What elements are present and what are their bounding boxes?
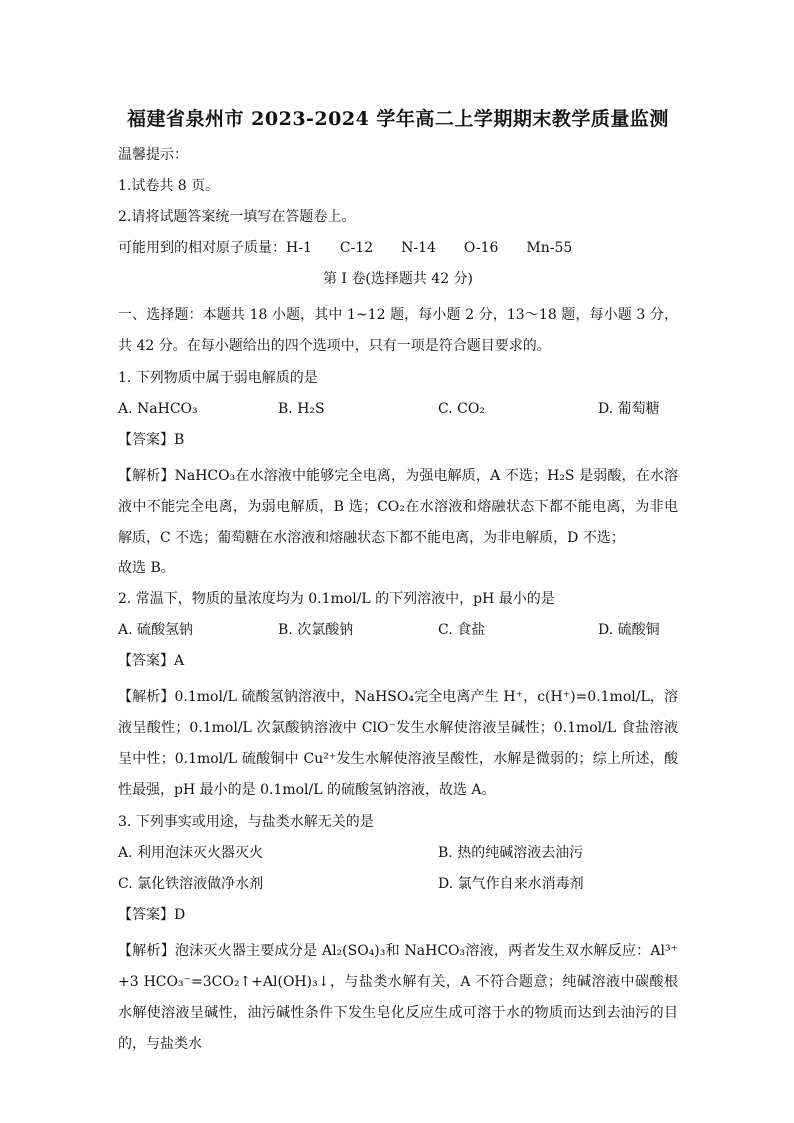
question-1-conclusion: 故选 B。 <box>118 560 175 576</box>
section-instructions: 一、选择题：本题共 18 小题，其中 1~12 题，每小题 2 分，13～18 题，每小题 3 分，共 42 分。在每小题给出的四个选项中，只有一项是符合题目要求的。 <box>118 307 678 354</box>
option-c: C. CO₂ <box>438 401 485 417</box>
question-2-options <box>118 620 678 641</box>
question-3-options-row-2 <box>118 874 678 895</box>
document-title: 福建省泉州市 2023-2024 学年高二上学期期末教学质量监测 <box>127 108 669 130</box>
option-d: D. 葡萄糖 <box>598 401 660 417</box>
question-1-options <box>118 399 678 420</box>
question-1-answer: 【答案】B <box>118 432 185 448</box>
question-3-answer: 【答案】D <box>118 907 186 923</box>
option-a: A. NaHCO₃ <box>118 401 198 417</box>
question-2-answer: 【答案】A <box>118 653 185 669</box>
question-3-options-row-1 <box>118 843 678 864</box>
tips-heading: 温馨提示： <box>118 147 188 163</box>
exam-page <box>118 100 678 1060</box>
question-1-stem: 1. 下列物质中属于弱电解质的是 <box>118 370 318 386</box>
question-3-analysis: 【解析】泡沫灭火器主要成分是 Al₂(SO₄)₃和 NaHCO₃溶液，两者发生双水解反应：Al³⁺ +3 HCO₃⁻=3CO₂↑+Al(OH)₃↓，与盐类水解有关，A 不符合题意；纯碱溶液中碳酸根水解使溶液呈碱性，油污碱性条件下发生皂化反应生成可溶于水的物质而达到去油污的目的，与盐类水 <box>118 943 678 1052</box>
atomic-masses: 可能用到的相对原子质量：H-1 C-12 N-14 O-16 Mn-55 <box>118 240 573 256</box>
question-1-analysis: 【解析】NaHCO₃在水溶液中能够完全电离，为强电解质，A 不选；H₂S 是弱酸，在水溶液中不能完全电离，为弱电解质，B 选；CO₂在水溶液和熔融状态下都不能电离，为非电解质，C 不选；葡萄糖在水溶液和熔融状态下都不能电离，为非电解质，D 不选； <box>118 468 678 546</box>
option-c: C. 食盐 <box>438 622 486 638</box>
option-d: D. 硫酸铜 <box>598 622 660 638</box>
tip-item: 1.试卷共 8 页。 <box>118 178 220 194</box>
option-c: C. 氯化铁溶液做净水剂 <box>118 876 264 892</box>
question-3-stem: 3. 下列事实或用途，与盐类水解无关的是 <box>118 814 374 830</box>
option-b: B. H₂S <box>278 401 325 417</box>
section-title: 第 I 卷(选择题共 42 分) <box>322 271 474 287</box>
option-b: B. 次氯酸钠 <box>278 622 354 638</box>
option-a: A. 利用泡沫灭火器灭火 <box>118 845 264 861</box>
question-2-stem: 2. 常温下，物质的量浓度均为 0.1mol/L 的下列溶液中，pH 最小的是 <box>118 591 555 607</box>
tip-item: 2.请将试题答案统一填写在答题卷上。 <box>118 209 356 225</box>
option-b: B. 热的纯碱溶液去油污 <box>438 845 584 861</box>
option-d: D. 氯气作自来水消毒剂 <box>438 876 584 892</box>
option-a: A. 硫酸氢钠 <box>118 622 194 638</box>
question-2-analysis: 【解析】0.1mol/L 硫酸氢钠溶液中，NaHSO₄完全电离产生 H⁺，c(H⁺)=0.1mol/L，溶液呈酸性；0.1mol/L 次氯酸钠溶液中 ClO⁻发生水解使溶液呈碱性；0.1mol/L 食盐溶液呈中性；0.1mol/L 硫酸铜中 Cu²⁺发生水解使溶液呈酸性，水解是微弱的；综上所述，酸性最强，pH 最小的是 0.1mol/L 的硫酸氢钠溶液，故选 A。 <box>118 689 678 798</box>
